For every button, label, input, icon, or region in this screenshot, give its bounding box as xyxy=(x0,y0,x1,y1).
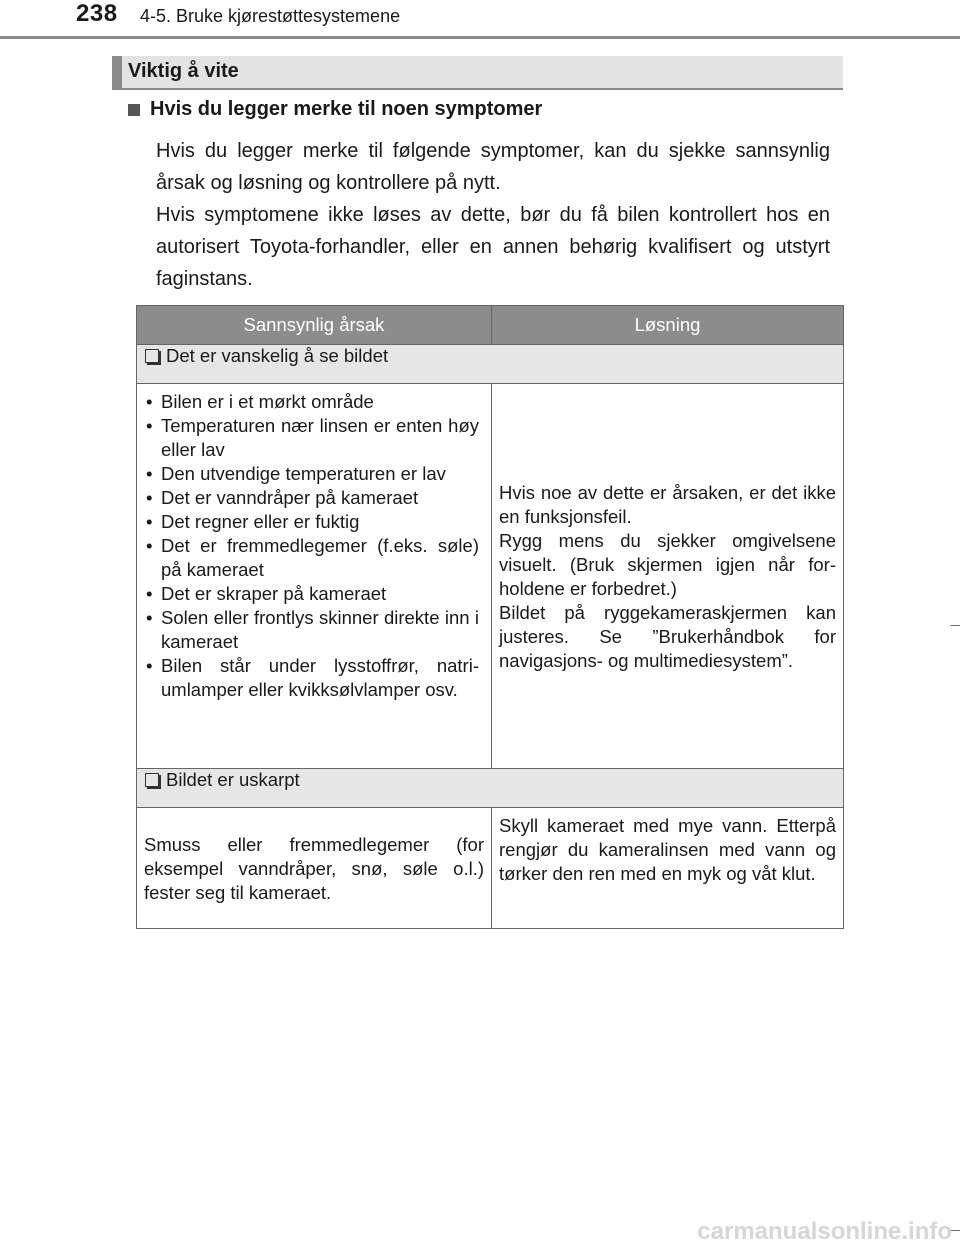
group-title-text: Bildet er uskarpt xyxy=(166,769,300,790)
cause-list xyxy=(144,390,479,702)
list-item: • Det regner eller er fuktig xyxy=(144,510,479,534)
list-item: • Det er vanndråper på kameraet xyxy=(144,486,479,510)
table-header-row xyxy=(137,306,844,345)
group-row xyxy=(137,769,844,808)
info-box-bar xyxy=(112,56,122,88)
group-row xyxy=(137,345,844,384)
list-item: • Det er fremmedlegemer (f.eks. søle) på kameraet xyxy=(144,534,479,582)
solution-line: Rygg mens du sjekker omgivelsene visuelt. (Bruk skjermen igjen når forholdene er forbedret.) xyxy=(499,530,836,599)
list-item: • Bilen er i et mørkt område xyxy=(144,390,479,414)
solution-line: Bildet på ryggekameraskjermen kan justeres. Se ”Brukerhåndbok for navigasjons- og multimediesystem”. xyxy=(499,602,836,671)
list-item: • Solen eller frontlys skinner direkte inn i kameraet xyxy=(144,606,479,654)
solution-cell: Skyll kameraet med mye vann. Etterpå rengjør du kameralinsen med vann og tørker den ren med en myk og våt klut. xyxy=(492,808,844,929)
column-header-solution: Løsning xyxy=(492,306,844,345)
cause-cell: Smuss eller fremmedlegemer (for eksempel vanndråper, snø, søle o.l.) fester seg til kameraet. xyxy=(137,808,492,929)
list-item: • Temperaturen nær linsen er enten høy eller lav xyxy=(144,414,479,462)
square-bullet-icon xyxy=(128,104,140,116)
checkbox-icon xyxy=(145,349,159,363)
subheading-text: Hvis du legger merke til noen symptomer xyxy=(150,98,543,120)
checkbox-icon xyxy=(145,773,159,787)
page-number: 238 xyxy=(76,0,118,27)
intro-paragraph: Hvis du legger merke til følgende symptomer, kan du sjekke sannsynlig årsak og løsning og kontrollere på nytt. xyxy=(156,140,830,194)
list-item: • Bilen står under lysstoffrør, natriumlamper eller kvikksølvlamper osv. xyxy=(144,654,479,702)
table-row xyxy=(137,808,844,929)
solution-line: Hvis noe av dette er årsaken, er det ikke en funksjonsfeil. xyxy=(499,482,836,527)
crop-mark xyxy=(950,625,960,626)
column-header-cause: Sannsynlig årsak xyxy=(137,306,492,345)
cause-cell xyxy=(137,384,492,769)
group-title xyxy=(137,769,844,808)
intro-paragraph: Hvis symptomene ikke løses av dette, bør du få bilen kontrollert hos en autorisert Toyota-forhandler, eller en annen behørig kvalifisert og utstyrt faginstans. xyxy=(156,204,830,290)
info-box-title xyxy=(112,56,843,90)
list-item: • Den utvendige temperaturen er lav xyxy=(144,462,479,486)
list-item: • Det er skraper på kameraet xyxy=(144,582,479,606)
section-title: 4-5. Bruke kjørestøttesystemene xyxy=(140,6,401,26)
group-title-text: Det er vanskelig å se bildet xyxy=(166,345,389,366)
symptoms-table xyxy=(136,305,844,929)
solution-cell xyxy=(492,384,844,769)
group-title xyxy=(137,345,844,384)
subheading xyxy=(128,98,542,121)
watermark: carmanualsonline.info xyxy=(697,1218,952,1245)
info-box-label: Viktig å vite xyxy=(128,60,239,82)
header-rule xyxy=(0,36,960,39)
table-row xyxy=(137,384,844,769)
